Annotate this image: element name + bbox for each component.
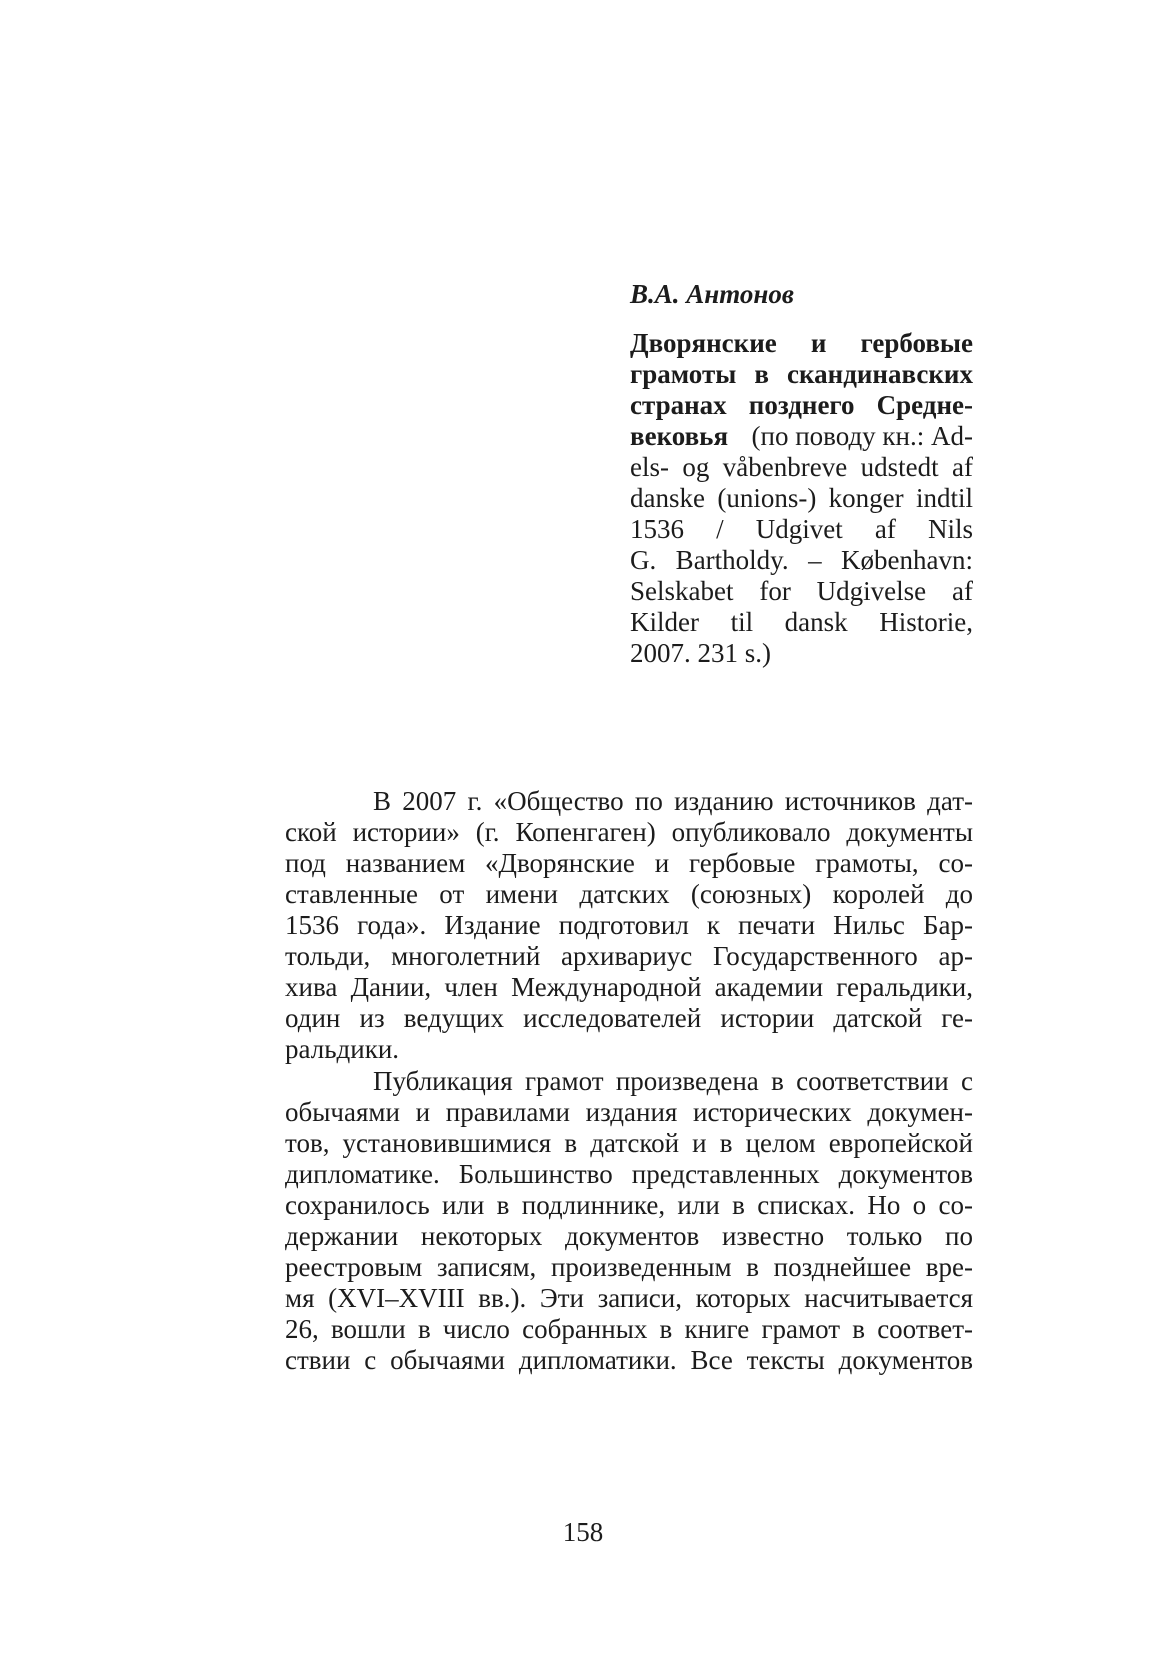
paragraph-line: ставленные от имени датских (союзных) королей до bbox=[285, 879, 973, 909]
paragraph-line: В 2007 г. «Общество по изданию источников дат- bbox=[373, 786, 973, 816]
paragraph-line: ской истории» (г. Копенгаген) опубликовало документы bbox=[285, 817, 973, 847]
paragraph-line: ствии с обычаями дипломатики. Все тексты документов bbox=[285, 1345, 973, 1375]
paragraph-line: 26, вошли в число собранных в книге грамот в соответ- bbox=[285, 1314, 973, 1344]
paragraph-line: тов, установившимися в датской и в целом европейской bbox=[285, 1128, 973, 1158]
heading-line-regular-part: (по поводу кн.: Ad- bbox=[744, 421, 973, 451]
heading-line: danske (unions-) konger indtil bbox=[630, 483, 973, 513]
paragraph-line: 1536 года». Издание подготовил к печати Нильс Бар- bbox=[285, 910, 973, 940]
paragraph-line: Публикация грамот произведена в соответствии с bbox=[373, 1066, 973, 1096]
heading-line: Kilder til dansk Historie, bbox=[630, 607, 973, 637]
heading-line: G. Bartholdy. – København: bbox=[630, 545, 973, 575]
paragraph-line: тольди, многолетний архивариус Государственного ар- bbox=[285, 941, 973, 971]
paragraph-line: под названием «Дворянские и гербовые грамоты, со- bbox=[285, 848, 973, 878]
paragraph-line: ральдики. bbox=[285, 1034, 400, 1064]
paragraph-line: мя (XVI–XVIII вв.). Эти записи, которых насчитывается bbox=[285, 1283, 973, 1313]
heading-line: 2007. 231 s.) bbox=[630, 638, 771, 668]
paragraph-line: обычаями и правилами издания исторических докумен- bbox=[285, 1097, 973, 1127]
author-name: В.А. Антонов bbox=[630, 279, 794, 309]
heading-line-mixed bbox=[630, 421, 973, 452]
paragraph-line: хива Дании, член Международной академии геральдики, bbox=[285, 972, 973, 1002]
heading-line: Selskabet for Udgivelse af bbox=[630, 576, 973, 606]
heading-line: странах позднего Средне- bbox=[630, 390, 973, 420]
heading-line: грамоты в скандинавских bbox=[630, 359, 973, 389]
heading-line: els- og våbenbreve udstedt af bbox=[630, 452, 973, 482]
heading-line: 1536 / Udgivet af Nils bbox=[630, 514, 973, 544]
paragraph-line: один из ведущих исследователей истории датской ге- bbox=[285, 1003, 973, 1033]
page-number: 158 bbox=[562, 1517, 604, 1547]
paragraph-line: дипломатике. Большинство представленных документов bbox=[285, 1159, 973, 1189]
heading-line-bold-part: вековья bbox=[630, 421, 729, 451]
paragraph-line: держании некоторых документов известно только по bbox=[285, 1221, 973, 1251]
paragraph-line: реестровым записям, произведенным в позднейшее вре- bbox=[285, 1252, 973, 1282]
heading-line: Дворянские и гербовые bbox=[630, 328, 973, 358]
paragraph-line: сохранилось или в подлиннике, или в списках. Но о со- bbox=[285, 1190, 973, 1220]
